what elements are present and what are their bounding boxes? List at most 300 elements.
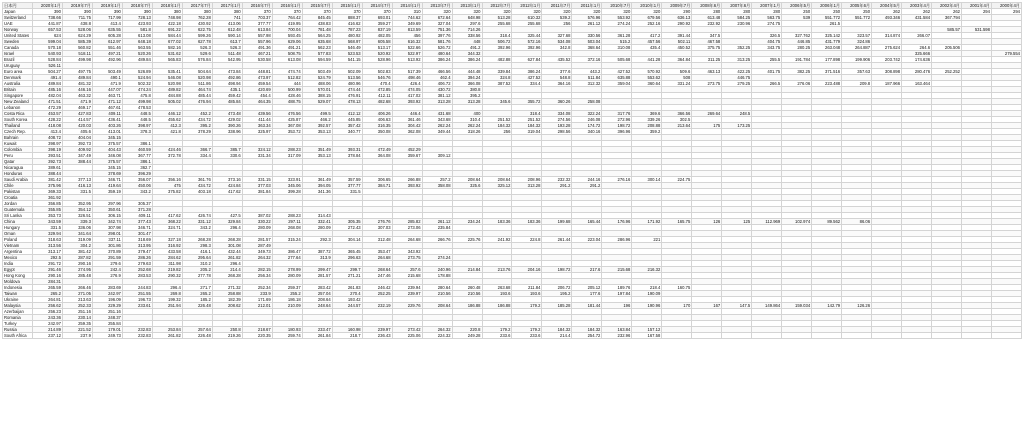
price-cell[interactable]: 762.28 [182,15,212,21]
price-cell[interactable]: 294 [962,9,992,15]
price-cell[interactable]: 268.28 [212,273,242,279]
price-cell[interactable]: 312.48 [362,237,392,243]
price-cell[interactable]: 353.13 [302,129,332,135]
price-cell[interactable]: 551.772 [842,15,872,21]
price-cell[interactable]: 562.23 [302,45,332,51]
price-cell[interactable]: 314.43 [302,213,332,219]
price-cell[interactable]: 318.63 [32,237,62,243]
price-cell[interactable]: 268.64 [362,267,392,273]
price-cell[interactable]: 381.42 [62,249,92,255]
price-cell[interactable]: 356.07 [122,177,152,183]
price-cell[interactable]: 353.73 [32,213,62,219]
country-cell[interactable]: South Africa [3,333,33,339]
price-cell[interactable]: 613.7 [212,39,242,45]
price-cell[interactable]: 307.03 [362,225,392,231]
price-cell[interactable]: 296.4 [212,225,242,231]
price-cell[interactable]: 320 [572,9,602,15]
price-cell[interactable]: 196.73 [122,297,152,303]
price-cell[interactable]: 186.88 [452,303,482,309]
price-cell[interactable]: 331.12 [182,219,212,225]
price-cell[interactable]: 326.51 [62,213,92,219]
price-cell[interactable]: 264.32 [422,327,452,333]
price-cell[interactable]: 86.06 [842,219,872,225]
price-cell[interactable]: 208.88 [632,123,662,129]
price-cell[interactable]: 366.56 [662,111,692,117]
price-cell[interactable]: 473.48 [212,111,242,117]
price-cell[interactable]: 397.76 [422,33,452,39]
price-cell[interactable]: 343.2 [122,189,152,195]
price-cell[interactable]: 431.68 [422,111,452,117]
price-cell[interactable]: 176.96 [602,219,632,225]
price-cell[interactable]: 386.24 [452,57,482,63]
price-cell[interactable]: 274.56 [542,117,572,123]
country-cell[interactable]: Britain [3,87,33,93]
price-cell[interactable]: 403.18 [182,189,212,195]
price-cell[interactable]: 503.04 [572,39,602,45]
price-cell[interactable]: 434.72 [182,117,212,123]
price-cell[interactable]: 257.04 [302,291,332,297]
price-cell[interactable]: 252.25 [362,291,392,297]
price-cell[interactable]: 229.29 [92,303,122,309]
price-cell[interactable]: 370 [302,9,332,15]
price-cell[interactable]: 529.6 [182,51,212,57]
price-cell[interactable]: 247.46 [362,273,392,279]
column-header[interactable]: 2013年1月 [452,3,482,9]
price-cell[interactable]: 526.72 [422,45,452,51]
price-cell[interactable]: 459.42 [212,93,242,99]
price-cell[interactable]: 259.37 [272,285,302,291]
price-cell[interactable]: 427.52 [512,75,542,81]
price-cell[interactable]: 331.15 [242,177,272,183]
price-cell[interactable]: 576.84 [182,57,212,63]
price-cell[interactable]: 570.92 [632,69,662,75]
price-cell[interactable]: 375.57 [92,159,122,165]
price-cell[interactable]: 269.64 [692,111,722,117]
price-cell[interactable]: 208.64 [452,177,482,183]
price-cell[interactable]: 317.76 [602,111,632,117]
price-cell[interactable]: 450.06 [122,183,152,189]
price-cell[interactable]: 208.96 [512,177,542,183]
price-cell[interactable]: 242.97 [92,291,122,297]
price-cell[interactable]: 446.4 [392,111,422,117]
price-cell[interactable]: 273.75 [692,81,722,87]
price-cell[interactable]: 635.68 [302,39,332,45]
price-cell[interactable]: 324.71 [152,225,182,231]
price-cell[interactable]: 355.85 [32,207,62,213]
price-cell[interactable]: 364.16 [542,81,572,87]
price-cell[interactable]: 310 [392,9,422,15]
price-cell[interactable]: 560.82 [62,45,92,51]
price-cell[interactable]: 356.16 [152,177,182,183]
price-cell[interactable] [872,333,902,339]
price-cell[interactable]: 413.01 [92,129,122,135]
price-cell[interactable]: 511.48 [212,51,242,57]
price-cell[interactable]: 290.16 [62,261,92,267]
price-cell[interactable]: 174.72 [572,123,602,129]
price-cell[interactable]: 331.34 [242,153,272,159]
price-cell[interactable]: 490.1 [92,75,122,81]
price-cell[interactable]: 648.98 [452,15,482,21]
price-cell[interactable]: 250.8 [212,327,242,333]
price-cell[interactable]: 622.75 [182,27,212,33]
price-cell[interactable]: 518.11 [62,51,92,57]
price-cell[interactable]: 419.64 [92,183,122,189]
price-cell[interactable]: 570.18 [32,45,62,51]
price-cell[interactable]: 648.18 [122,39,152,45]
price-cell[interactable]: 193.6 [482,291,512,297]
price-cell[interactable]: 506.72 [482,39,512,45]
price-cell[interactable]: 508 [662,75,692,81]
price-cell[interactable]: 258.08 [572,99,602,105]
price-cell[interactable]: 511.86 [182,81,212,87]
price-cell[interactable]: 345.06 [272,183,302,189]
price-cell[interactable]: 616.32 [392,39,422,45]
price-cell[interactable]: 412.12 [332,111,362,117]
price-cell[interactable]: 546.76 [362,75,392,81]
price-cell[interactable]: 422.18 [152,21,182,27]
price-cell[interactable]: 577.83 [302,51,332,57]
price-cell[interactable]: 429.02 [212,117,242,123]
price-cell[interactable]: 233.9 [242,291,272,297]
price-cell[interactable]: 373.16 [212,177,242,183]
price-cell[interactable]: 714.26 [452,27,482,33]
price-cell[interactable]: 387.52 [482,81,512,87]
price-cell[interactable]: 389.61 [32,165,62,171]
price-cell[interactable]: 422.25 [722,69,752,75]
price-cell[interactable]: 288.23 [272,147,302,153]
price-cell[interactable]: 612.97 [92,39,122,45]
price-cell[interactable]: 250 [842,9,872,15]
price-cell[interactable]: 287.49 [242,243,272,249]
price-cell[interactable]: 417.62 [212,189,242,195]
price-cell[interactable]: 421.8 [152,129,182,135]
country-cell[interactable]: Indonesia [3,285,33,291]
price-cell[interactable]: 329.84 [212,219,242,225]
price-cell[interactable]: 334.08 [542,111,572,117]
price-cell[interactable]: 220.35 [242,333,272,339]
price-cell[interactable]: 280.09 [302,225,332,231]
price-cell[interactable]: 420.69 [242,87,272,93]
price-cell[interactable]: 264.81 [32,297,62,303]
price-cell[interactable]: 163.464 [902,81,932,87]
price-cell[interactable]: 225.76 [452,237,482,243]
price-cell[interactable]: 244.57 [332,303,362,309]
price-cell[interactable]: 406.72 [422,81,452,87]
price-cell[interactable]: 126.26 [842,303,872,309]
price-cell[interactable]: 370 [272,9,302,15]
price-cell[interactable]: 691.22 [152,27,182,33]
price-cell[interactable]: 263.68 [482,285,512,291]
price-cell[interactable]: 193.6 [512,291,542,297]
price-cell[interactable]: 313.28 [422,99,452,105]
price-cell[interactable]: 171.92 [632,219,662,225]
price-cell[interactable]: 297.11 [272,219,302,225]
price-cell[interactable]: 237.9 [62,333,92,339]
price-cell[interactable]: 387.72 [302,249,332,255]
price-cell[interactable]: 557.98 [242,33,272,39]
price-cell[interactable]: 229.76 [392,303,422,309]
price-cell[interactable]: 226.48 [182,333,212,339]
price-cell[interactable]: 331.5 [62,189,92,195]
price-cell[interactable]: 471.9 [92,81,122,87]
price-cell[interactable]: 502.11 [662,39,692,45]
price-cell[interactable]: 189.76 [602,285,632,291]
price-cell[interactable]: 233.61 [122,303,152,309]
price-cell[interactable]: 489.84 [122,57,152,63]
price-cell[interactable]: 256.62 [32,303,62,309]
price-cell[interactable]: 331.24 [662,81,692,87]
price-cell[interactable]: 273.06 [392,225,422,231]
price-cell[interactable]: 375.75 [692,45,722,51]
price-cell[interactable]: 394.24 [452,75,482,81]
price-cell[interactable]: 341.36 [302,189,332,195]
price-cell[interactable]: 456 [392,33,422,39]
price-cell[interactable]: 270.4 [332,291,362,297]
price-cell[interactable]: 230.14 [62,315,92,321]
price-cell[interactable]: 404.04 [62,135,92,141]
price-cell[interactable]: 316.35 [362,123,392,129]
price-cell[interactable]: 320 [602,9,632,15]
price-cell[interactable]: 413.06 [212,21,242,27]
price-cell[interactable]: 380 [212,9,242,15]
price-cell[interactable]: 283.69 [92,285,122,291]
price-cell[interactable]: 310.2 [182,261,212,267]
price-cell[interactable]: 246.42 [362,285,392,291]
price-cell[interactable]: 511.84 [572,75,602,81]
price-cell[interactable]: 279.6 [92,261,122,267]
price-cell[interactable]: 396.96 [602,129,632,135]
price-cell[interactable]: 677.02 [152,39,182,45]
price-cell[interactable]: 298.01 [92,231,122,237]
price-cell[interactable]: 393.31 [332,147,362,153]
price-cell[interactable]: 369.6 [632,111,662,117]
price-cell[interactable]: 845.45 [302,15,332,21]
price-cell[interactable]: 381.12 [422,93,452,99]
price-cell[interactable]: 361.28 [602,33,632,39]
price-cell[interactable]: 240.96 [422,267,452,273]
country-cell[interactable]: South Korea [3,117,33,123]
price-cell[interactable] [662,333,692,339]
price-cell[interactable]: 210.09 [272,303,302,309]
price-cell[interactable]: 319.04 [512,129,542,135]
price-cell[interactable]: 334.4 [182,153,212,159]
price-cell[interactable]: 248.5 [722,111,752,117]
column-header[interactable]: 2011年7月 [542,3,572,9]
price-cell[interactable]: 497.75 [62,69,92,75]
price-cell[interactable]: 248.64 [302,303,332,309]
price-cell[interactable]: 277.64 [272,255,302,261]
price-cell[interactable]: 409.11 [122,213,152,219]
price-cell[interactable]: 260.48 [452,285,482,291]
price-cell[interactable]: 325.6 [452,183,482,189]
country-cell[interactable]: Vietnam [3,243,33,249]
price-cell[interactable]: 463.32 [62,93,92,99]
price-cell[interactable]: 546.08 [152,75,182,81]
price-cell[interactable]: 482.04 [32,93,62,99]
price-cell[interactable]: 471.9 [62,99,92,105]
price-cell[interactable]: 279.25 [722,81,752,87]
price-cell[interactable]: 404.75 [752,39,782,45]
price-cell[interactable]: 262.24 [422,123,452,129]
price-cell[interactable]: 390 [62,9,92,15]
price-cell[interactable]: 493.346 [872,15,902,21]
price-cell[interactable]: 485.44 [182,93,212,99]
price-cell[interactable]: 179.2 [482,327,512,333]
country-cell[interactable]: Peru [3,153,33,159]
price-cell[interactable]: 405.6 [62,129,92,135]
country-cell[interactable]: Kuwait [3,141,33,147]
price-cell[interactable]: 232.96 [602,333,632,339]
price-cell[interactable]: 320 [512,9,542,15]
price-cell[interactable]: 349.73 [242,249,272,255]
price-cell[interactable]: 372.16 [572,57,602,63]
price-cell[interactable]: 711.75 [62,15,92,21]
price-cell[interactable]: 323.57 [842,33,872,39]
price-cell[interactable]: 342.74 [92,219,122,225]
price-cell[interactable]: 336.06 [62,225,92,231]
price-cell[interactable]: 190.96 [632,303,662,309]
price-cell[interactable]: 380.8 [452,87,482,93]
price-cell[interactable]: 233.6 [482,333,512,339]
price-cell[interactable]: 629.06 [272,39,302,45]
price-cell[interactable]: 343.75 [752,45,782,51]
price-cell[interactable]: 318.69 [122,237,152,243]
price-cell[interactable]: 325.666 [902,51,932,57]
price-cell[interactable]: 416.62 [332,21,362,27]
price-cell[interactable]: 193.28 [542,123,572,129]
country-cell[interactable]: Thailand [3,123,33,129]
price-cell[interactable]: 205.506 [932,45,962,51]
price-cell[interactable]: 444 [272,81,302,87]
price-cell[interactable]: 452.29 [392,147,422,153]
price-cell[interactable]: 466.2 [302,117,332,123]
price-cell[interactable]: 364.08 [362,153,392,159]
price-cell[interactable]: 278.99 [272,267,302,273]
price-cell[interactable]: 297.96 [92,201,122,207]
price-cell[interactable]: 252.16 [632,21,662,27]
price-cell[interactable]: 534.08 [542,39,572,45]
price-cell[interactable]: 503.49 [92,69,122,75]
price-cell[interactable]: 259.74 [272,333,302,339]
price-cell[interactable]: 190.09 [632,291,662,297]
price-cell[interactable]: 489.84 [32,81,62,87]
price-cell[interactable]: 342.8 [542,45,572,51]
price-cell[interactable]: 313.95 [122,243,152,249]
price-cell[interactable]: 502.32 [122,81,152,87]
price-cell[interactable]: 401.75 [752,69,782,75]
column-header[interactable]: 2001年4月 [962,3,992,9]
price-cell[interactable]: 185.28 [542,303,572,309]
price-cell[interactable]: 251.52 [482,117,512,123]
price-cell[interactable]: 276.06 [782,81,812,87]
price-cell[interactable]: 787.23 [332,27,362,33]
price-cell[interactable]: 613.84 [242,27,272,33]
price-cell[interactable]: 485.16 [32,87,62,93]
price-cell[interactable]: 531.598 [962,27,992,33]
price-cell[interactable]: 441.28 [632,57,662,63]
price-cell[interactable]: 406.63 [362,117,392,123]
price-cell[interactable]: 358.08 [422,183,452,189]
price-cell[interactable]: 160.98 [332,327,362,333]
price-cell[interactable]: 206.72 [542,285,572,291]
price-cell[interactable]: 149.864 [752,303,782,309]
price-cell[interactable]: 522.97 [392,51,422,57]
price-cell[interactable] [752,333,782,339]
price-cell[interactable]: 436.41 [92,117,122,123]
price-cell[interactable]: 184.32 [572,327,602,333]
column-header[interactable]: 2016年7月 [242,3,272,9]
price-cell[interactable]: 356.85 [32,201,62,207]
price-cell[interactable]: 252.68 [122,267,152,273]
price-cell[interactable]: 359.19 [92,189,122,195]
price-cell[interactable]: 325.142 [812,33,842,39]
price-cell[interactable]: 491.21 [272,45,302,51]
country-cell[interactable]: Saudi Arabia [3,177,33,183]
country-cell[interactable]: Pakistan [3,189,33,195]
price-cell[interactable]: 177.6 [572,291,602,297]
price-cell[interactable]: 233.6 [512,333,542,339]
price-cell[interactable]: 325.97 [242,129,272,135]
price-cell[interactable]: 338.96 [212,129,242,135]
price-cell[interactable]: 526.89 [122,69,152,75]
price-cell[interactable]: 357.63 [842,69,872,75]
price-cell[interactable]: 249.73 [92,333,122,339]
price-cell[interactable]: 298.56 [542,129,572,135]
price-cell[interactable]: 500.99 [272,87,302,93]
price-cell[interactable]: 505.68 [602,57,632,63]
price-cell[interactable]: 475 [152,183,182,189]
price-cell[interactable]: 325.12 [482,183,512,189]
price-cell[interactable]: 412.3 [152,123,182,129]
price-cell[interactable]: 417.02 [392,93,422,99]
price-cell[interactable]: 218.7 [332,333,362,339]
price-cell[interactable]: 301.08 [212,243,242,249]
price-cell[interactable]: 360.64 [632,81,662,87]
price-cell[interactable]: 297.6 [452,21,482,27]
price-cell[interactable]: 305.35 [332,219,362,225]
price-cell[interactable]: 517.39 [392,69,422,75]
price-cell[interactable]: 266.5 [752,81,782,87]
price-cell[interactable]: 420.03 [62,123,92,129]
price-cell[interactable]: 367.794 [932,15,962,21]
price-cell[interactable]: 262 [902,9,932,15]
price-cell[interactable]: 250 [812,9,842,15]
price-cell[interactable]: 428.46 [272,93,302,99]
price-cell[interactable]: 295.64 [182,255,212,261]
price-cell[interactable]: 426.4 [392,81,422,87]
price-cell[interactable]: 613.48 [692,15,722,21]
price-cell[interactable]: 475.8 [122,93,152,99]
price-cell[interactable]: 344.32 [452,51,482,57]
price-cell[interactable]: 430.92 [182,21,212,27]
price-cell[interactable]: 395.2 [452,93,482,99]
price-cell[interactable]: 255.68 [482,21,512,27]
price-cell[interactable]: 232.92 [692,21,722,27]
price-cell[interactable]: 593.45 [272,33,302,39]
country-cell[interactable]: India [3,261,33,267]
price-cell[interactable]: 447.07 [92,87,122,93]
price-cell[interactable]: 385.7 [212,147,242,153]
price-cell[interactable]: 482.68 [362,99,392,105]
price-cell[interactable]: 359.2 [632,129,662,135]
price-cell[interactable]: 286.96 [602,237,632,243]
price-cell[interactable]: 338.56 [452,33,482,39]
price-cell[interactable]: 275.624 [872,45,902,51]
price-cell[interactable]: 400 [452,111,482,117]
price-cell[interactable]: 291.2 [572,183,602,189]
price-cell[interactable]: 446.85 [782,39,812,45]
price-cell[interactable]: 254.72 [572,333,602,339]
